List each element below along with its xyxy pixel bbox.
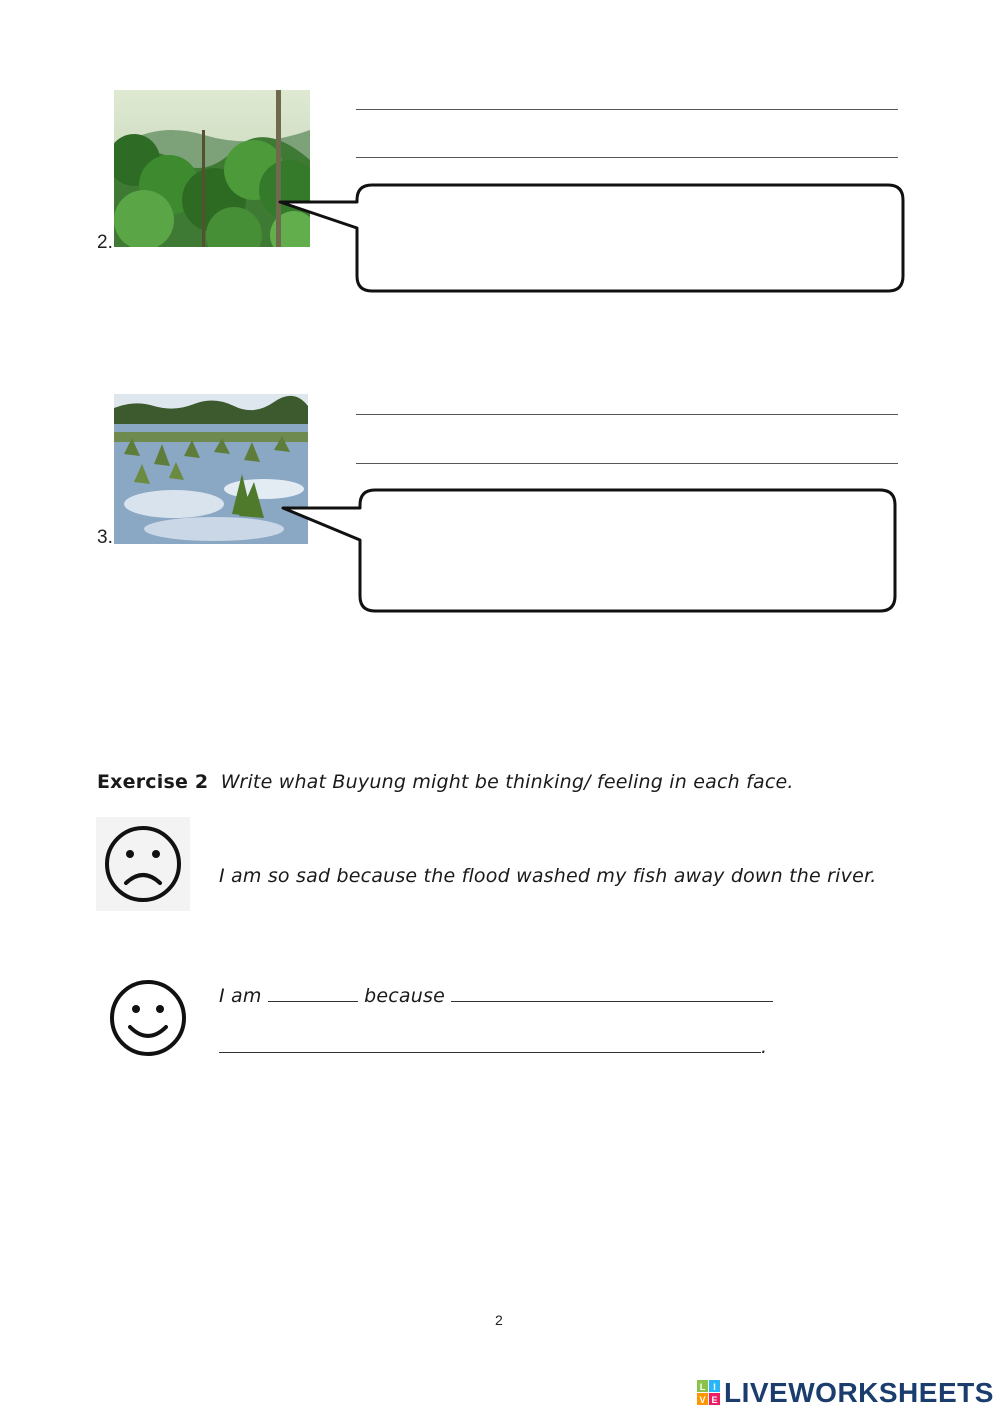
answer-line[interactable] — [356, 463, 898, 464]
happy-sentence-line-1 — [219, 983, 773, 1007]
happy-sentence-line-2 — [219, 1034, 767, 1058]
happy-prefix: I am — [219, 985, 262, 1007]
exercise-heading — [97, 771, 794, 793]
liveworksheets-logo-icon — [697, 1380, 721, 1406]
reason-blank[interactable] — [451, 983, 773, 1002]
answer-line[interactable] — [356, 109, 898, 110]
item-number-3: 3. — [97, 527, 113, 548]
page-number: 2 — [495, 1312, 503, 1328]
svg-text:V: V — [699, 1395, 706, 1405]
item-number-2: 2. — [97, 232, 113, 253]
happy-face-icon — [105, 975, 191, 1061]
svg-text:I: I — [713, 1382, 716, 1392]
answer-line[interactable] — [356, 157, 898, 158]
exercise-instruction: Write what Buyung might be thinking/ feeling in each face. — [220, 771, 794, 793]
exercise-title: Exercise 2 — [97, 771, 209, 793]
svg-text:L: L — [699, 1382, 706, 1392]
liveworksheets-logo — [697, 1377, 994, 1409]
svg-text:E: E — [711, 1395, 718, 1405]
reason-blank-continued[interactable] — [219, 1034, 761, 1053]
brand-name: LIVEWORKSHEETS — [724, 1377, 994, 1408]
answer-line[interactable] — [356, 414, 898, 415]
speech-bubble-2[interactable] — [270, 178, 970, 318]
sad-face-icon — [96, 817, 190, 911]
happy-end: . — [761, 1036, 768, 1058]
feeling-blank[interactable] — [268, 983, 358, 1002]
speech-bubble-3[interactable] — [270, 482, 970, 622]
sad-sentence: I am so sad because the flood washed my fish away down the river. — [219, 865, 877, 887]
happy-middle: because — [364, 985, 445, 1007]
